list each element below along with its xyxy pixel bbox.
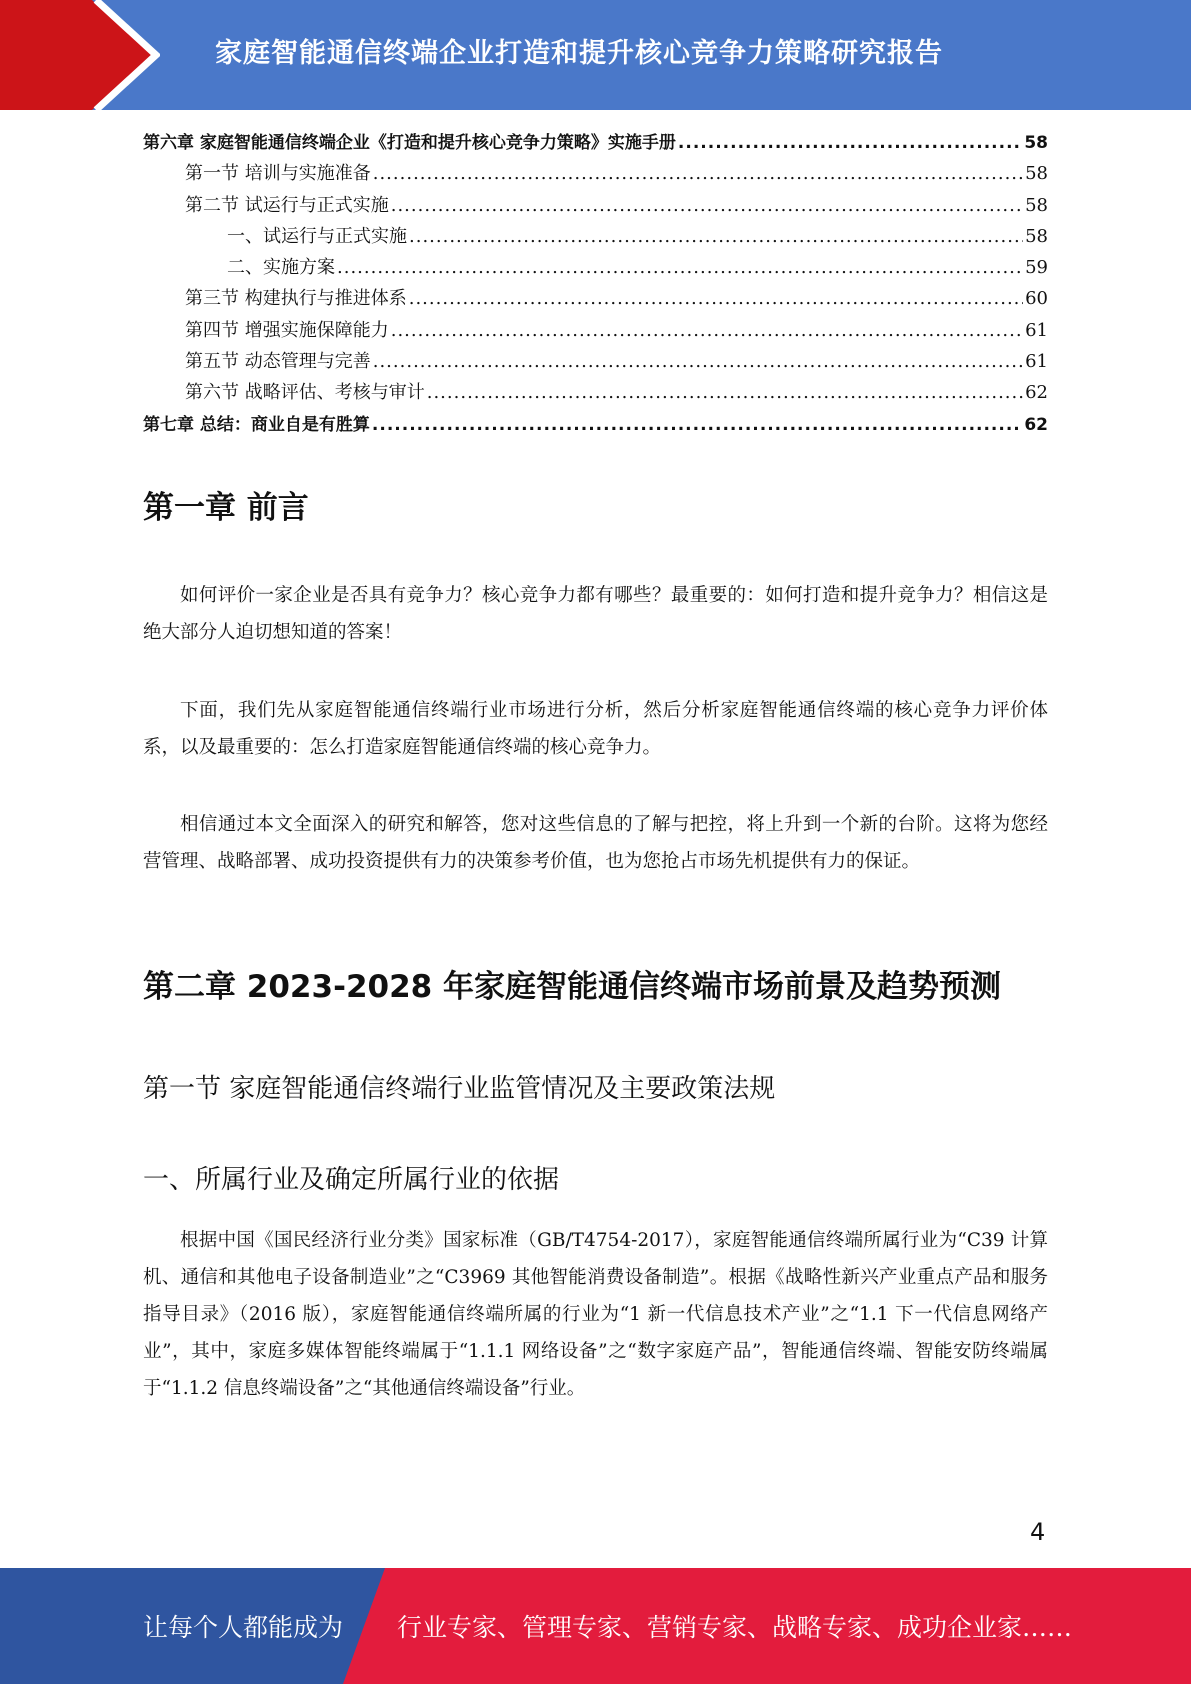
toc-entry-text: 第五节 动态管理与完善 xyxy=(185,351,371,373)
section-1-heading: 第一节 家庭智能通信终端行业监管情况及主要政策法规 xyxy=(143,1074,776,1104)
toc-entry[interactable] xyxy=(143,253,1048,284)
toc-entry-text: 第三节 构建执行与推进体系 xyxy=(185,288,407,310)
toc-entry-text: 第一节 培训与实施准备 xyxy=(185,163,371,185)
toc-page: 61 xyxy=(1025,319,1048,341)
chapter-2-heading: 第二章 2023-2028 年家庭智能通信终端市场前景及趋势预测 xyxy=(143,969,1002,1005)
toc-entry[interactable] xyxy=(143,347,1048,378)
toc-page: 62 xyxy=(1024,414,1048,435)
red-arrow-decoration xyxy=(0,0,160,110)
toc-leader xyxy=(372,415,1022,435)
toc-page: 58 xyxy=(1024,133,1048,153)
toc-entry[interactable] xyxy=(143,316,1048,347)
page-number: 4 xyxy=(1030,1518,1046,1546)
toc-entry[interactable] xyxy=(143,284,1048,315)
chapter-2-paragraph: 根据中国《国民经济行业分类》国家标准（GB/T4754-2017），家庭智能通信终端所属行业为“C39 计算机、通信和其他电子设备制造业”之“C3969 其他智能消费设备制造”。根据《战略性新兴产业重点产品和服务指导目录》（2016 版），家庭智能通信终端所属的行业为“1 新一代信息技术产业”之“1.1 下一代信息网络产业”，其中，家庭多媒体智能终端属于“1.1.1 网络设备”之“数字家庭产品”，智能通信终端、智能安防终端属于“1.1.2 信息终端设备”之“其他通信终端设备”行业。 xyxy=(143,1230,1048,1399)
toc-leader xyxy=(678,133,1022,153)
toc-page: 58 xyxy=(1025,225,1048,247)
toc-page: 60 xyxy=(1025,288,1048,310)
chapter-1-paragraph-3: 相信通过本文全面深入的研究和解答，您对这些信息的了解与把控，将上升到一个新的台阶。这将为您经营管理、战略部署、成功投资提供有力的决策参考价值，也为您抢占市场先机提供有力的保证。 xyxy=(143,814,1048,872)
toc-leader xyxy=(409,226,1023,247)
toc-entry-text: 一、试运行与正式实施 xyxy=(227,225,407,247)
toc-entry[interactable] xyxy=(143,191,1048,222)
toc-page: 61 xyxy=(1025,351,1048,373)
toc-page: 58 xyxy=(1025,163,1048,185)
subsection-1-heading: 一、所属行业及确定所属行业的依据 xyxy=(143,1165,560,1195)
chapter-1-heading: 第一章 前言 xyxy=(143,490,309,526)
toc-entry-text: 第四节 增强实施保障能力 xyxy=(185,319,389,341)
footer-slogan-left: 让每个人都能成为 xyxy=(143,1613,344,1642)
toc-entry[interactable] xyxy=(143,222,1048,253)
toc-entry-text: 第二节 试运行与正式实施 xyxy=(185,194,389,216)
chapter-1-paragraph-2: 下面，我们先从家庭智能通信终端行业市场进行分析，然后分析家庭智能通信终端的核心竞争力评价体系，以及最重要的：怎么打造家庭智能通信终端的核心竞争力。 xyxy=(143,700,1048,758)
toc-leader xyxy=(337,257,1023,278)
toc-page: 58 xyxy=(1025,194,1048,216)
toc-entry[interactable] xyxy=(143,128,1048,159)
table-of-contents xyxy=(143,128,1048,441)
footer-slogan-right: 行业专家、管理专家、营销专家、战略专家、成功企业家…… xyxy=(397,1613,1073,1642)
toc-leader xyxy=(391,195,1023,216)
page-header xyxy=(0,0,1191,110)
report-title: 家庭智能通信终端企业打造和提升核心竞争力策略研究报告 xyxy=(215,38,943,69)
toc-leader xyxy=(373,163,1023,184)
toc-entry[interactable] xyxy=(143,378,1048,409)
toc-entry-text: 二、实施方案 xyxy=(227,257,335,279)
toc-leader xyxy=(373,351,1023,372)
toc-leader xyxy=(427,382,1023,403)
toc-leader xyxy=(409,288,1023,309)
toc-page: 62 xyxy=(1025,382,1048,404)
toc-entry[interactable] xyxy=(143,410,1048,441)
toc-entry-text: 第七章 总结：商业自是有胜算 xyxy=(143,414,370,435)
toc-page: 59 xyxy=(1025,257,1048,279)
toc-entry[interactable] xyxy=(143,159,1048,190)
chapter-1-paragraph-1: 如何评价一家企业是否具有竞争力？核心竞争力都有哪些？最重要的：如何打造和提升竞争力？相信这是绝大部分人迫切想知道的答案！ xyxy=(143,585,1048,643)
toc-entry-text: 第六章 家庭智能通信终端企业《打造和提升核心竞争力策略》实施手册 xyxy=(143,133,676,153)
toc-leader xyxy=(391,320,1023,341)
toc-entry-text: 第六节 战略评估、考核与审计 xyxy=(185,382,425,404)
page-footer xyxy=(0,1568,1191,1684)
